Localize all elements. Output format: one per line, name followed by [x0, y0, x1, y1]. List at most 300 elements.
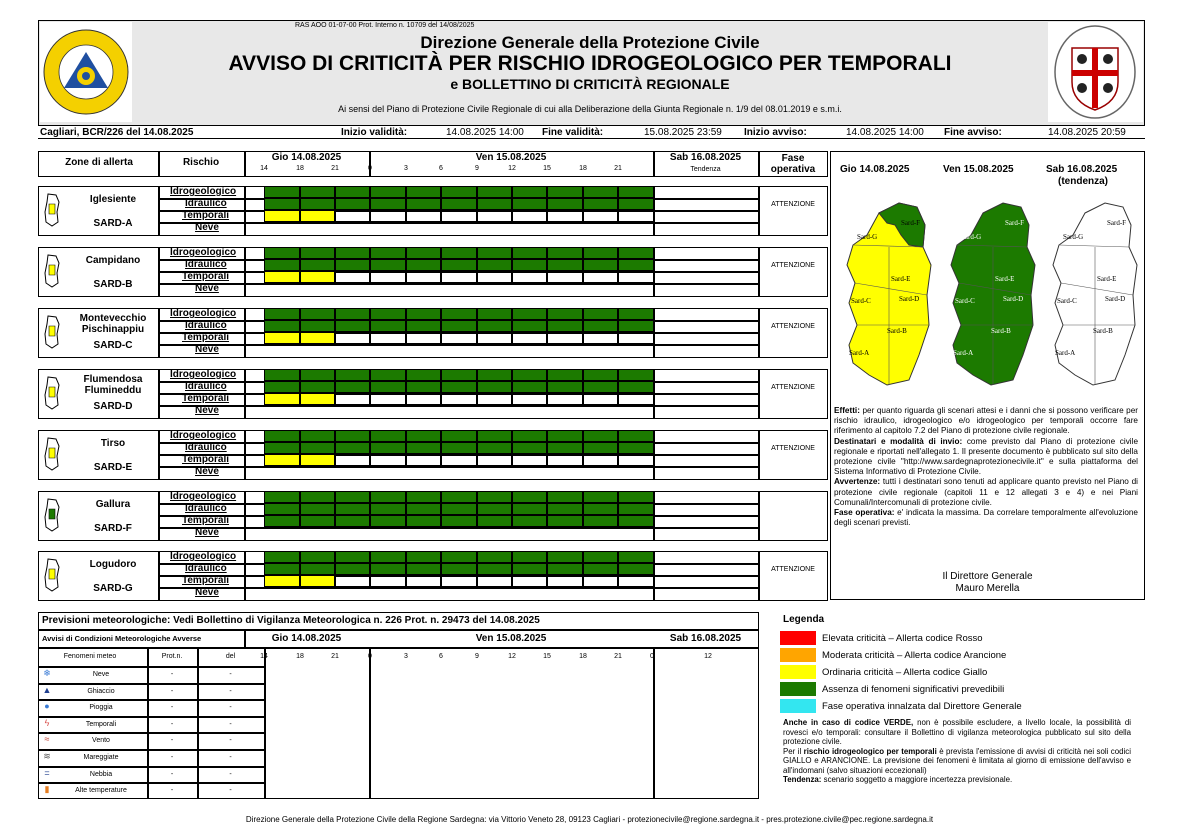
risk-cell: [370, 308, 406, 320]
day1-header: Gio 14.08.2025: [271, 152, 342, 163]
sardinia-map: [951, 203, 1035, 385]
risk-cell: [441, 430, 477, 442]
risk-cell: [477, 198, 512, 210]
zone-code: SARD-A: [93, 218, 133, 229]
risk-cell: [264, 442, 300, 454]
fase-operativa-value: ATTENZIONE: [771, 445, 815, 452]
risk-cell: [512, 454, 547, 466]
sardinia-maps: [835, 195, 1140, 395]
risk-cell: [300, 198, 335, 210]
del-header: del: [225, 653, 236, 660]
legend-text: Moderata criticità – Allerta codice Arancione: [822, 650, 1007, 661]
risk-cell: [583, 247, 618, 259]
risk-cell: [618, 491, 654, 503]
risk-cell: [300, 551, 335, 563]
risk-label: Neve: [195, 466, 219, 477]
day3-header: Sab 16.08.2025: [669, 152, 742, 163]
risk-cell: [406, 271, 441, 283]
risk-cell: [406, 503, 441, 515]
risk-cell: [618, 320, 654, 332]
zone-name: Montevecchio Pischinappiu: [79, 313, 147, 335]
risk-cell: [512, 271, 547, 283]
risk-cell: [406, 259, 441, 271]
risk-cell: [618, 247, 654, 259]
zone-map-icon: [42, 375, 62, 411]
risk-cell: [583, 198, 618, 210]
risk-label: Neve: [195, 527, 219, 538]
rischio-header: Rischio: [182, 157, 220, 168]
hour-label: 15: [543, 165, 551, 172]
risk-cell: [512, 332, 547, 344]
legend-swatch: [780, 631, 816, 645]
fase-header: Fase operativa: [770, 153, 816, 175]
header-line-1: Direzione Generale della Protezione Civile: [420, 33, 760, 52]
risk-cell: [335, 503, 370, 515]
risk-cell: [264, 186, 300, 198]
fase-operativa-value: ATTENZIONE: [771, 262, 815, 269]
risk-label: Idraulico: [185, 259, 227, 270]
fog-icon: =: [44, 767, 50, 778]
risk-label: Idrogeologico: [170, 369, 237, 380]
risk-cell: [406, 332, 441, 344]
risk-cell: [583, 381, 618, 393]
risk-cell: [512, 369, 547, 381]
meteo-hour-label: 9: [475, 653, 479, 660]
risk-cell: [477, 575, 512, 587]
risk-cell: [300, 563, 335, 575]
risk-cell: [477, 210, 512, 222]
risk-cell: [547, 503, 583, 515]
map-zone-label: Sard-B: [1093, 327, 1113, 335]
risk-cell: [547, 491, 583, 503]
risk-label: Idrogeologico: [170, 491, 237, 502]
risk-cell: [477, 320, 512, 332]
storm-icon: ϟ: [44, 717, 50, 728]
risk-cell: [477, 503, 512, 515]
fase-operativa-value: ATTENZIONE: [771, 323, 815, 330]
footer: Direzione Generale della Protezione Civile della Regione Sardegna: via Vittorio Veneto 28, 09123 Cagliari - protezionecivile@regione.sardegna.it - pres.protezione.civile@pec.regione.sardegna.it: [245, 815, 934, 824]
risk-cell: [477, 247, 512, 259]
risk-cell: [406, 369, 441, 381]
risk-cell: [370, 369, 406, 381]
inizio-value: 14.08.2025 14:00: [446, 127, 524, 138]
meteo-del: -: [229, 704, 232, 712]
risk-cell: [264, 247, 300, 259]
risk-cell: [477, 186, 512, 198]
risk-cell: [547, 369, 583, 381]
sardinia-map: [847, 203, 931, 385]
risk-cell: [441, 369, 477, 381]
risk-cell: [335, 575, 370, 587]
risk-cell: [512, 198, 547, 210]
map-zone-label: Sard-G: [1063, 233, 1084, 241]
risk-cell: [370, 198, 406, 210]
map-zone-label: Sard-F: [1107, 219, 1127, 227]
risk-cell: [264, 271, 300, 283]
meteo-hour-label: 6: [439, 653, 443, 660]
meteo-phenomenon: Neve: [92, 671, 110, 678]
risk-label: Idraulico: [185, 563, 227, 574]
meteo-phenomenon: Pioggia: [89, 704, 113, 712]
risk-cell: [618, 332, 654, 344]
risk-cell: [370, 442, 406, 454]
legend-title: Legenda: [783, 614, 825, 625]
hour-label: 21: [331, 165, 339, 172]
zone-map-icon: [42, 192, 62, 228]
risk-cell: [477, 381, 512, 393]
risk-cell: [335, 551, 370, 563]
risk-cell: [477, 551, 512, 563]
risk-cell: [300, 320, 335, 332]
risk-cell: [583, 575, 618, 587]
meteo-hour-label: 12: [508, 653, 516, 660]
meteo-del: -: [229, 671, 232, 678]
risk-cell: [512, 393, 547, 405]
bcr-label: Cagliari, BCR/226 del 14.08.2025: [40, 127, 194, 138]
risk-cell: [264, 320, 300, 332]
risk-cell: [370, 515, 406, 527]
sardinia-map: [1053, 203, 1137, 385]
map-zone-label: Sard-A: [953, 349, 974, 357]
risk-cell: [264, 393, 300, 405]
meteo-prot: -: [170, 720, 174, 728]
meteo-del: -: [229, 720, 232, 728]
zone-name: Gallura: [95, 499, 131, 510]
risk-cell: [335, 210, 370, 222]
zone-code: SARD-F: [94, 523, 132, 534]
zone-map-icon: [42, 253, 62, 289]
risk-label: Neve: [195, 405, 219, 416]
risk-cell: [477, 515, 512, 527]
meteo-del: -: [229, 770, 232, 778]
risk-cell: [406, 575, 441, 587]
risk-label: Idrogeologico: [170, 308, 237, 319]
risk-label: Temporali: [182, 454, 230, 465]
risk-cell: [370, 247, 406, 259]
risk-cell: [583, 503, 618, 515]
risk-cell: [264, 515, 300, 527]
legend-swatch: [780, 648, 816, 662]
meteo-day1: Gio 14.08.2025: [271, 633, 342, 644]
wind-icon: ≈: [44, 734, 50, 745]
risk-cell: [547, 442, 583, 454]
risk-cell: [370, 210, 406, 222]
zone-code: SARD-C: [93, 340, 133, 351]
risk-label: Temporali: [182, 271, 230, 282]
risk-cell: [370, 259, 406, 271]
legend-text: Elevata criticità – Allerta codice Rosso: [822, 633, 983, 644]
risk-cell: [583, 186, 618, 198]
hour-label: 12: [508, 165, 516, 172]
risk-cell: [618, 515, 654, 527]
fenomeni-header: Fenomeni meteo: [63, 653, 117, 660]
risk-cell: [512, 491, 547, 503]
risk-cell: [300, 308, 335, 320]
risk-cell: [300, 454, 335, 466]
meteo-day2: Ven 15.08.2025: [475, 633, 547, 644]
fine-label: Fine validità:: [542, 127, 604, 138]
meteo-hour-label: 0: [650, 653, 654, 660]
risk-cell: [335, 515, 370, 527]
meteo-phenomenon: Mareggiate: [83, 754, 119, 761]
risk-cell: [406, 393, 441, 405]
meteo-prot: -: [170, 671, 174, 678]
risk-cell: [547, 210, 583, 222]
risk-cell: [583, 271, 618, 283]
risk-cell: [370, 271, 406, 283]
risk-cell: [441, 503, 477, 515]
map-zone-label: Sard-C: [955, 297, 975, 305]
risk-cell: [512, 575, 547, 587]
risk-label: Temporali: [182, 332, 230, 343]
risk-cell: [618, 381, 654, 393]
risk-cell: [477, 430, 512, 442]
validity-row: [38, 127, 1145, 139]
risk-cell: [406, 515, 441, 527]
risk-cell: [300, 271, 335, 283]
risk-label: Temporali: [182, 210, 230, 221]
legend-swatch: [780, 682, 816, 696]
region-logo: [40, 22, 132, 122]
risk-label: Idraulico: [185, 381, 227, 392]
risk-cell: [300, 186, 335, 198]
risk-cell: [547, 575, 583, 587]
zone-name: Iglesiente: [89, 194, 137, 205]
risk-cell: [406, 491, 441, 503]
risk-cell: [477, 332, 512, 344]
risk-cell: [618, 210, 654, 222]
risk-cell: [512, 563, 547, 575]
risk-cell: [618, 259, 654, 271]
hour-label: 21: [614, 165, 622, 172]
risk-cell: [335, 442, 370, 454]
risk-cell: [547, 515, 583, 527]
map-zone-label: Sard-F: [901, 219, 921, 227]
waves-icon: ≋: [43, 751, 51, 761]
page-title: AVVISO DI CRITICITÀ PER RISCHIO IDROGEOLOGICO PER TEMPORALI: [228, 52, 952, 75]
header-line-3: e BOLLETTINO DI CRITICITÀ REGIONALE: [450, 76, 730, 92]
meteo-prot: -: [170, 787, 174, 795]
meteo-title: Previsioni meteorologiche: Vedi Bollettino di Vigilanza Meteorologica n. 226 Prot. n. 29473 del 14.08.2025: [42, 615, 540, 626]
risk-cell: [300, 393, 335, 405]
map-zone-label: Sard-D: [1105, 295, 1126, 303]
tendenza-label: Tendenza: [690, 166, 721, 173]
risk-cell: [441, 271, 477, 283]
meteo-prot: -: [170, 754, 174, 761]
risk-cell: [512, 381, 547, 393]
risk-cell: [264, 369, 300, 381]
risk-cell: [300, 332, 335, 344]
risk-cell: [264, 210, 300, 222]
meteo-del: -: [229, 754, 232, 761]
risk-cell: [370, 186, 406, 198]
map-zone-label: Sard-D: [899, 295, 920, 303]
risk-label: Idrogeologico: [170, 247, 237, 258]
risk-cell: [264, 198, 300, 210]
risk-cell: [583, 332, 618, 344]
risk-cell: [547, 320, 583, 332]
risk-cell: [547, 332, 583, 344]
risk-cell: [264, 491, 300, 503]
risk-cell: [512, 247, 547, 259]
risk-cell: [583, 551, 618, 563]
risk-cell: [370, 454, 406, 466]
risk-cell: [583, 563, 618, 575]
map-zone-label: Sard-D: [1003, 295, 1024, 303]
risk-cell: [264, 430, 300, 442]
risk-label: Neve: [195, 222, 219, 233]
risk-cell: [406, 198, 441, 210]
risk-cell: [583, 369, 618, 381]
meteo-prot: -: [170, 737, 174, 745]
risk-label: Idraulico: [185, 503, 227, 514]
risk-cell: [335, 308, 370, 320]
risk-label: Neve: [195, 344, 219, 355]
risk-cell: [512, 551, 547, 563]
meteo-hour-label: 15: [543, 653, 551, 660]
inizio-label: Inizio validità:: [341, 127, 408, 138]
risk-cell: [512, 259, 547, 271]
risk-cell: [335, 271, 370, 283]
meteo-prot: -: [170, 687, 174, 695]
risk-cell: [441, 491, 477, 503]
risk-cell: [547, 247, 583, 259]
risk-cell: [264, 332, 300, 344]
risk-cell: [547, 198, 583, 210]
risk-cell: [477, 259, 512, 271]
risk-label: Idrogeologico: [170, 551, 237, 562]
risk-cell: [264, 308, 300, 320]
risk-cell: [441, 210, 477, 222]
risk-cell: [512, 210, 547, 222]
inizio-avviso-value: 14.08.2025 14:00: [846, 127, 924, 138]
risk-cell: [477, 271, 512, 283]
protocol-number: RAS AOO 01-07-00 Prot. Interno n. 10709 del 14/08/2025: [295, 22, 475, 29]
meteo-hour-label: 21: [331, 653, 339, 660]
risk-cell: [335, 563, 370, 575]
prot-header: Prot.n.: [161, 653, 183, 660]
risk-label: Temporali: [182, 575, 230, 586]
meteo-del: -: [229, 687, 232, 695]
risk-cell: [618, 563, 654, 575]
hour-label: 18: [296, 165, 304, 172]
risk-cell: [406, 308, 441, 320]
risk-cell: [370, 430, 406, 442]
risk-cell: [441, 551, 477, 563]
risk-label: Temporali: [182, 393, 230, 404]
risk-cell: [335, 369, 370, 381]
map-zone-label: Sard-G: [857, 233, 878, 241]
map-zone-label: Sard-B: [887, 327, 907, 335]
risk-cell: [618, 454, 654, 466]
risk-cell: [547, 551, 583, 563]
map-zone-label: Sard-A: [849, 349, 870, 357]
risk-cell: [441, 381, 477, 393]
meteo-prot: -: [170, 704, 174, 712]
fase-operativa-value: ATTENZIONE: [771, 566, 815, 573]
risk-cell: [477, 454, 512, 466]
risk-cell: [441, 393, 477, 405]
snow-icon: ❄: [43, 668, 51, 678]
risk-cell: [441, 515, 477, 527]
risk-cell: [370, 332, 406, 344]
risk-cell: [335, 430, 370, 442]
risk-cell: [618, 575, 654, 587]
meteo-hour-label: 12: [704, 653, 712, 660]
hour-label: 9: [475, 165, 479, 172]
risk-label: Idraulico: [185, 320, 227, 331]
zone-code: SARD-E: [93, 462, 133, 473]
meteo-hour-label: 0: [368, 653, 372, 660]
risk-cell: [441, 442, 477, 454]
risk-cell: [300, 430, 335, 442]
risk-cell: [512, 442, 547, 454]
header-title-block: [140, 22, 1040, 122]
legend-swatch: [780, 665, 816, 679]
coat-of-arms: [1048, 22, 1143, 122]
risk-cell: [583, 454, 618, 466]
legend-notes: Anche in caso di codice VERDE, non è possibile escludere, a livello locale, la possibilità di rovesci e/o temporali: consultare il Bollettino di vigilanza meteorologica pubblicato sul sito della protezione civile. Per il rischio idrogeologico per temporali è prevista l'emissione di avvisi di criticità nei soli codici GIALLO e ARANCIONE. La previsione dei fenomeni è limitata al giorno di emissione dell'avviso e all'indomani (salvo situazioni eccezionali) Tendenza: scenario soggetto a maggiore incertezza previsionale.: [783, 718, 1131, 784]
map3-subtitle: (tendenza): [1058, 176, 1108, 187]
risk-cell: [547, 186, 583, 198]
risk-label: Idraulico: [185, 442, 227, 453]
risk-cell: [335, 393, 370, 405]
zone-map-icon: [42, 314, 62, 350]
risk-cell: [477, 491, 512, 503]
risk-cell: [547, 259, 583, 271]
zone-code: SARD-D: [93, 401, 133, 412]
risk-label: Neve: [195, 587, 219, 598]
map-zone-label: Sard-A: [1055, 349, 1076, 357]
risk-cell: [477, 369, 512, 381]
risk-cell: [441, 454, 477, 466]
map-zone-label: Sard-C: [1057, 297, 1077, 305]
hour-label: 6: [439, 165, 443, 172]
zone-map-icon: [42, 497, 62, 533]
risk-cell: [335, 259, 370, 271]
risk-cell: [618, 271, 654, 283]
risk-cell: [370, 320, 406, 332]
risk-cell: [370, 563, 406, 575]
signature-name: Mauro Merella: [955, 583, 1020, 594]
risk-cell: [477, 442, 512, 454]
risk-cell: [406, 454, 441, 466]
map-zone-label: Sard-G: [961, 233, 982, 241]
risk-cell: [618, 308, 654, 320]
legend-swatch: [780, 699, 816, 713]
risk-cell: [406, 210, 441, 222]
map-zone-label: Sard-F: [1005, 219, 1025, 227]
risk-cell: [300, 381, 335, 393]
risk-cell: [406, 381, 441, 393]
map2-title: Ven 15.08.2025: [943, 164, 1014, 175]
risk-label: Idraulico: [185, 198, 227, 209]
hour-label: 3: [404, 165, 408, 172]
risk-cell: [300, 210, 335, 222]
risk-cell: [335, 320, 370, 332]
zone-code: SARD-B: [93, 279, 133, 290]
map1-title: Gio 14.08.2025: [840, 164, 910, 175]
risk-cell: [583, 320, 618, 332]
fine-value: 15.08.2025 23:59: [644, 127, 722, 138]
risk-cell: [370, 575, 406, 587]
meteo-del: -: [229, 737, 232, 745]
risk-cell: [335, 247, 370, 259]
risk-cell: [264, 575, 300, 587]
risk-cell: [618, 369, 654, 381]
risk-cell: [300, 515, 335, 527]
risk-cell: [370, 491, 406, 503]
